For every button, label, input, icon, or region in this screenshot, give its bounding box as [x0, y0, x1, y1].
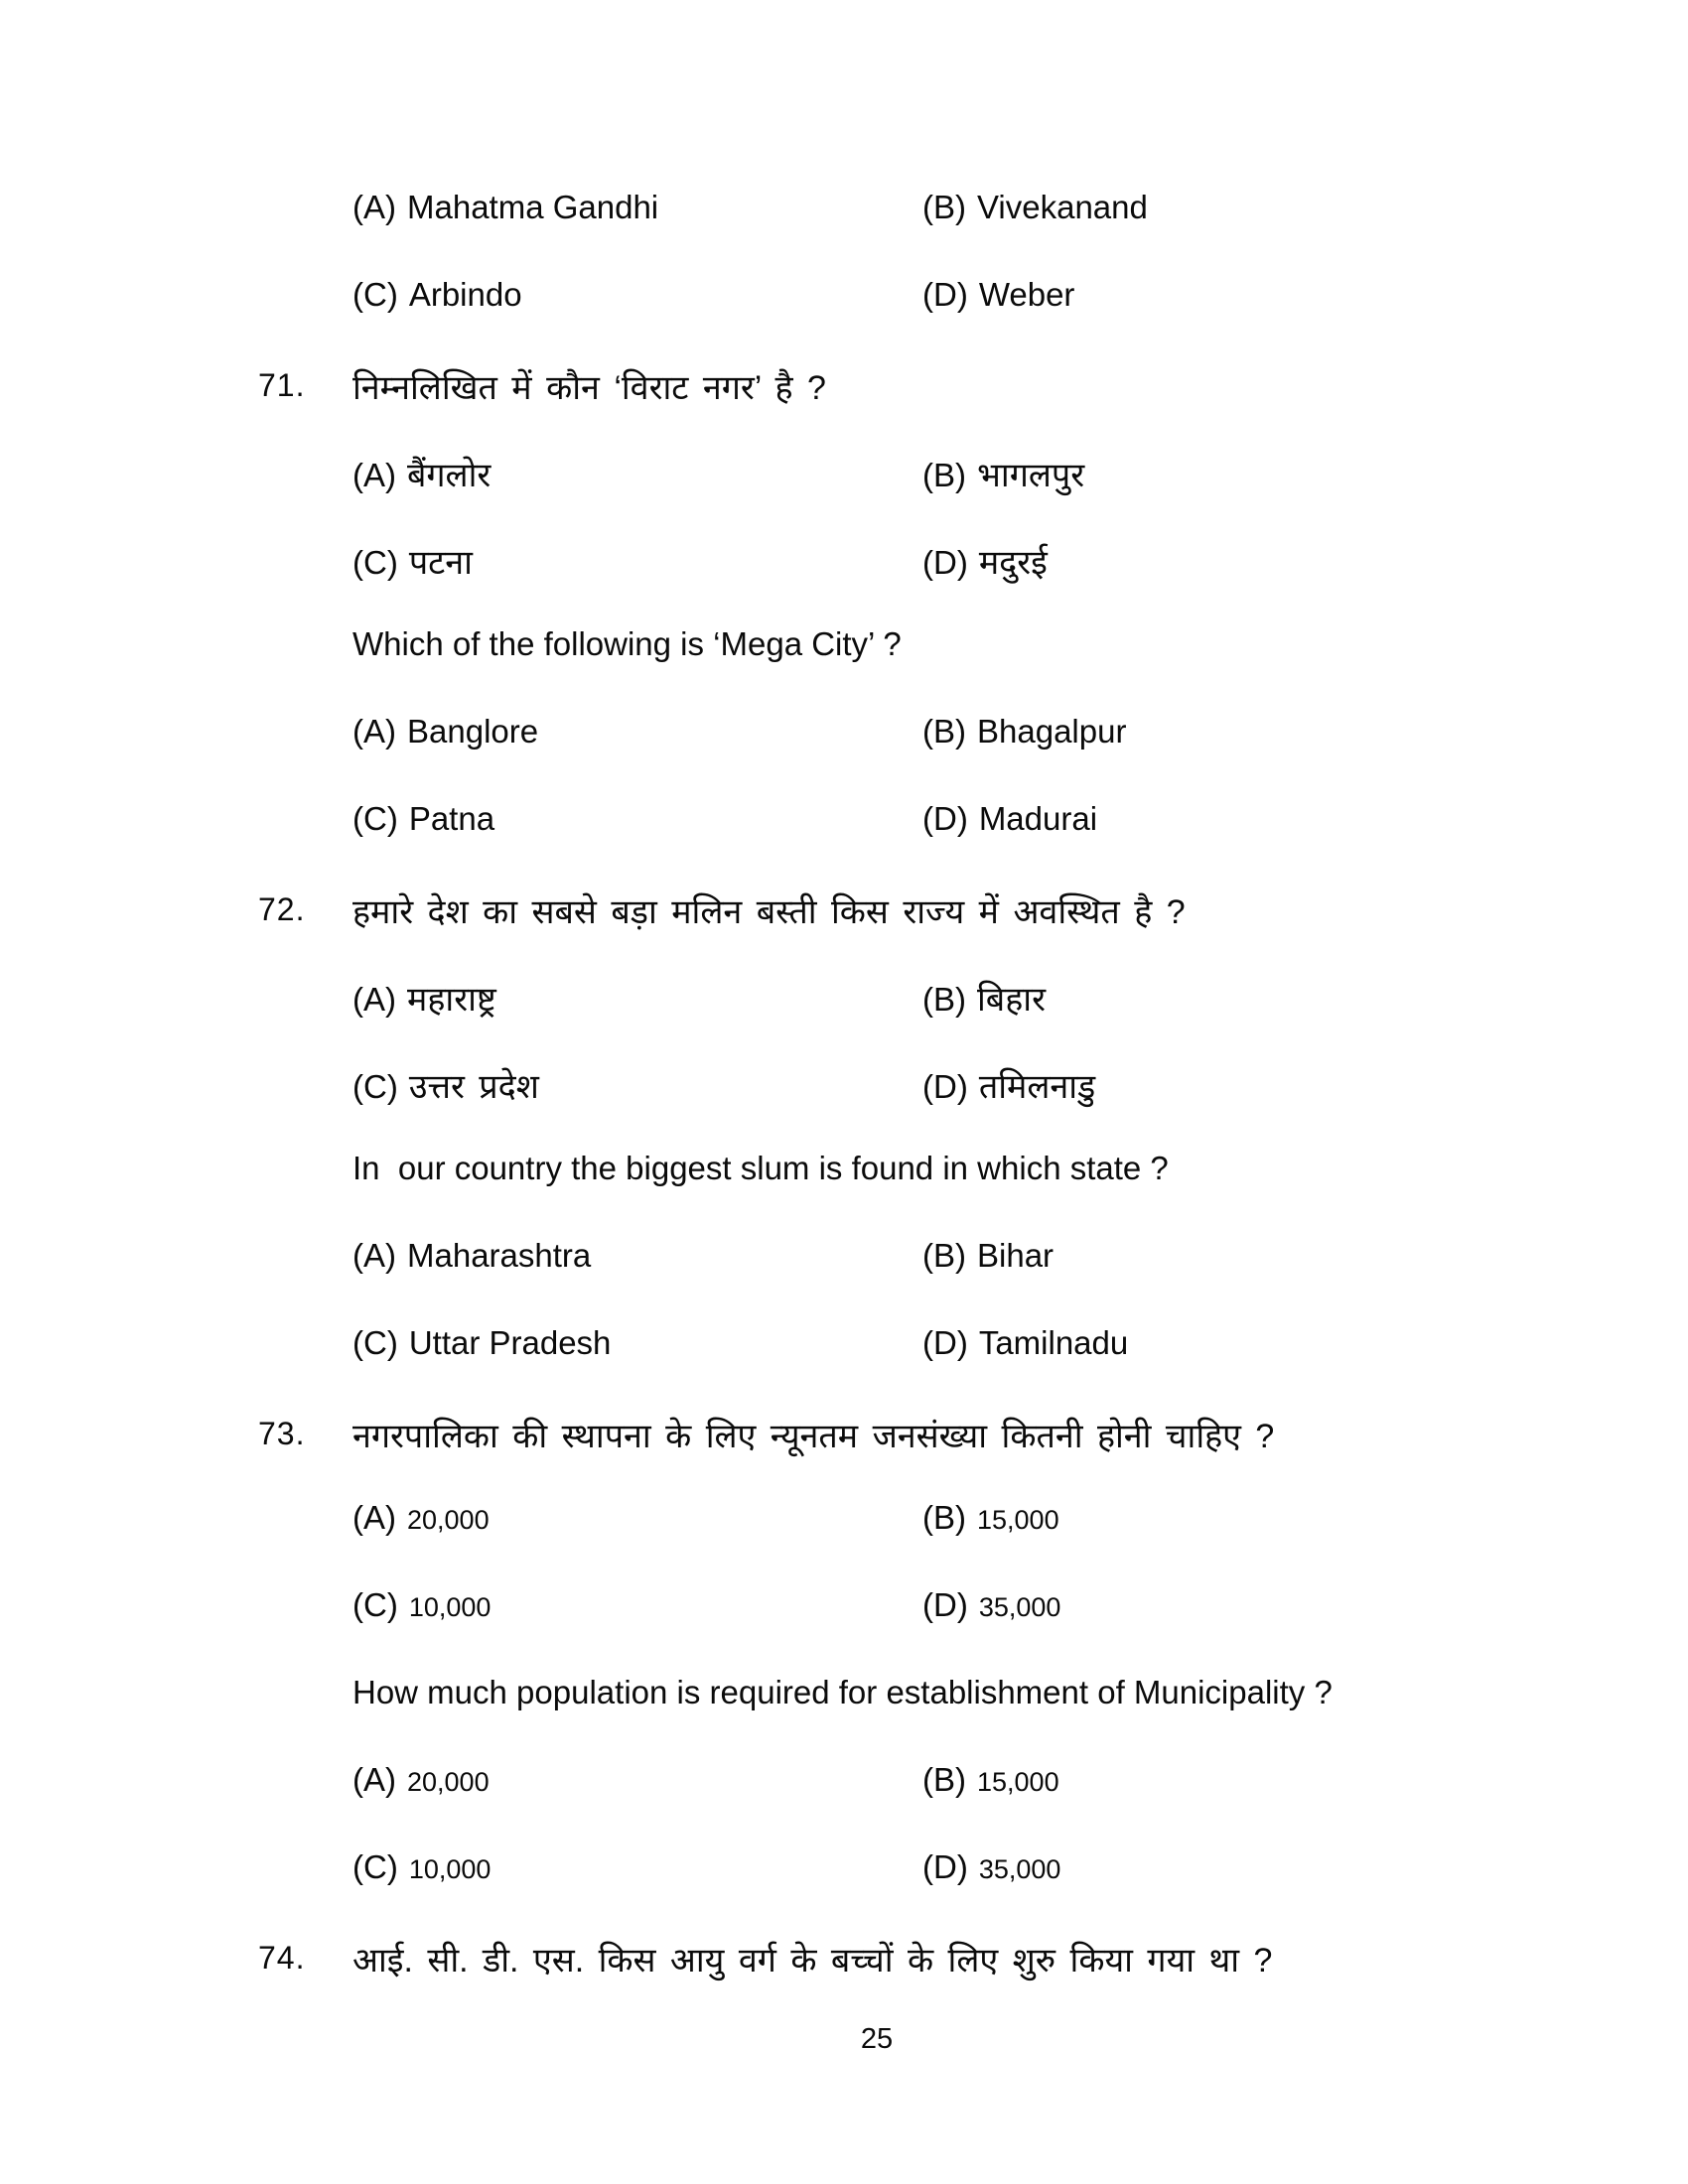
q71-option-a-hindi	[352, 451, 491, 496]
option-label: (B)	[922, 981, 966, 1018]
q71-option-c-hindi	[352, 538, 473, 584]
option-label: (D)	[922, 276, 968, 313]
question-number: 73.	[258, 1416, 306, 1451]
q73-english-options-row-2	[0, 1848, 1688, 1936]
q72-option-b-hindi	[922, 975, 1046, 1021]
q71-option-d-hindi	[922, 538, 1048, 584]
option-text: Patna	[408, 800, 495, 837]
q70-option-a	[352, 189, 658, 226]
option-label: (A)	[352, 189, 396, 225]
option-label: (B)	[922, 1237, 966, 1274]
q71-hindi-options-row-2	[0, 538, 1688, 625]
q71-english-options-row-2	[0, 800, 1688, 887]
question-number: 71.	[258, 367, 306, 403]
option-label: (C)	[352, 1586, 398, 1623]
question-text-english: In our country the biggest slum is found in which state ?	[352, 1150, 1169, 1186]
question-number: 74.	[258, 1940, 306, 1976]
option-text: Banglore	[407, 713, 539, 750]
q73-option-c-english	[352, 1848, 491, 1886]
option-label: (A)	[352, 1237, 396, 1274]
option-text: Maharashtra	[407, 1237, 592, 1274]
q70-option-d	[922, 276, 1074, 314]
option-text: 15,000	[977, 1767, 1059, 1797]
q73-option-d-english	[922, 1848, 1060, 1886]
q71-option-b-hindi	[922, 451, 1084, 496]
option-label: (A)	[352, 981, 396, 1018]
q72-hindi-options-row-1	[0, 975, 1688, 1062]
q72-hindi-options-row-2	[0, 1062, 1688, 1150]
q73-question-english-row	[0, 1674, 1688, 1761]
option-label: (D)	[922, 800, 968, 837]
option-text: 20,000	[407, 1767, 490, 1797]
option-text: Arbindo	[408, 276, 522, 313]
q71-hindi-options-row-1	[0, 451, 1688, 538]
option-label: (D)	[922, 1586, 968, 1623]
q71-option-a-english	[352, 713, 538, 751]
page-content	[0, 189, 1688, 2023]
q72-english-options-row-1	[0, 1237, 1688, 1324]
q73-hindi-options-row-2	[0, 1586, 1688, 1674]
option-label: (A)	[352, 713, 396, 750]
q71-option-d-english	[922, 800, 1097, 838]
q74-question-hindi-row	[0, 1936, 1688, 2023]
option-label: (C)	[352, 1068, 398, 1105]
q70-options-row-1	[0, 189, 1688, 276]
option-label: (B)	[922, 457, 966, 493]
q72-option-a-hindi	[352, 975, 496, 1021]
option-text: Madurai	[978, 800, 1098, 837]
q72-option-d-hindi	[922, 1062, 1095, 1108]
option-label: (A)	[352, 457, 396, 493]
option-text: Bihar	[977, 1237, 1055, 1274]
q73-option-a-english	[352, 1761, 490, 1799]
question-text-hindi: आई. सी. डी. एस. किस आयु वर्ग के बच्चों के लिए शुरु किया गया था ?	[352, 1942, 1273, 1979]
q73-option-b-english	[922, 1761, 1059, 1799]
q72-option-c-english	[352, 1324, 611, 1362]
q73-option-b-hindi	[922, 1499, 1059, 1537]
option-text: महाराष्ट्र	[407, 981, 496, 1019]
question-text-hindi: निम्नलिखित में कौन ‘विराट नगर’ है ?	[352, 369, 826, 407]
option-label: (D)	[922, 544, 968, 581]
option-text: बिहार	[977, 981, 1046, 1019]
option-text: मदुरई	[978, 544, 1048, 582]
q70-option-c	[352, 276, 522, 314]
q70-option-b	[922, 189, 1148, 226]
page-number: 25	[860, 2023, 894, 2055]
q73-option-c-hindi	[352, 1586, 491, 1624]
option-label: (D)	[922, 1324, 968, 1361]
option-label: (C)	[352, 276, 398, 313]
option-label: (C)	[352, 800, 398, 837]
option-text: 10,000	[408, 1854, 492, 1884]
q71-english-options-row-1	[0, 713, 1688, 800]
option-text: Weber	[978, 276, 1075, 313]
q72-option-b-english	[922, 1237, 1054, 1275]
option-label: (B)	[922, 713, 966, 750]
q72-option-c-hindi	[352, 1062, 539, 1108]
question-text-english: Which of the following is ‘Mega City’ ?	[352, 625, 902, 662]
option-text: 35,000	[978, 1854, 1061, 1884]
option-text: बैंगलोर	[407, 457, 492, 494]
q73-option-d-hindi	[922, 1586, 1060, 1624]
option-text: उत्तर प्रदेश	[408, 1068, 539, 1106]
q71-question-hindi-row	[0, 363, 1688, 451]
question-text-hindi: हमारे देश का सबसे बड़ा मलिन बस्ती किस राज्य में अवस्थित है ?	[352, 893, 1186, 931]
option-label: (A)	[352, 1761, 396, 1798]
option-text: पटना	[408, 544, 473, 582]
option-text: Mahatma Gandhi	[407, 189, 659, 225]
option-text: 35,000	[978, 1592, 1061, 1622]
option-label: (A)	[352, 1499, 396, 1536]
option-text: तमिलनाडु	[978, 1068, 1096, 1106]
q73-option-a-hindi	[352, 1499, 490, 1537]
question-text-hindi: नगरपालिका की स्थापना के लिए न्यूनतम जनसंख्या कितनी होनी चाहिए ?	[352, 1418, 1275, 1455]
option-text: 20,000	[407, 1505, 490, 1535]
option-text: 15,000	[977, 1505, 1059, 1535]
option-label: (D)	[922, 1848, 968, 1885]
option-text: 10,000	[408, 1592, 492, 1622]
option-label: (B)	[922, 1761, 966, 1798]
q73-english-options-row-1	[0, 1761, 1688, 1848]
option-text: Bhagalpur	[977, 713, 1127, 750]
q70-options-row-2	[0, 276, 1688, 363]
option-label: (B)	[922, 1499, 966, 1536]
option-label: (C)	[352, 1848, 398, 1885]
option-label: (D)	[922, 1068, 968, 1105]
option-text: Tamilnadu	[978, 1324, 1129, 1361]
q72-option-d-english	[922, 1324, 1128, 1362]
q71-question-english-row	[0, 625, 1688, 713]
option-text: Vivekanand	[977, 189, 1148, 225]
option-label: (C)	[352, 1324, 398, 1361]
q71-option-c-english	[352, 800, 494, 838]
question-number: 72.	[258, 891, 306, 927]
option-label: (C)	[352, 544, 398, 581]
q72-option-a-english	[352, 1237, 591, 1275]
q72-english-options-row-2	[0, 1324, 1688, 1412]
q73-hindi-options-row-1	[0, 1499, 1688, 1586]
q71-option-b-english	[922, 713, 1126, 751]
question-text-english: How much population is required for establishment of Municipality ?	[352, 1674, 1333, 1710]
q73-question-hindi-row	[0, 1412, 1688, 1499]
q72-question-english-row	[0, 1150, 1688, 1237]
option-label: (B)	[922, 189, 966, 225]
option-text: Uttar Pradesh	[408, 1324, 612, 1361]
q72-question-hindi-row	[0, 887, 1688, 975]
option-text: भागलपुर	[977, 457, 1085, 494]
